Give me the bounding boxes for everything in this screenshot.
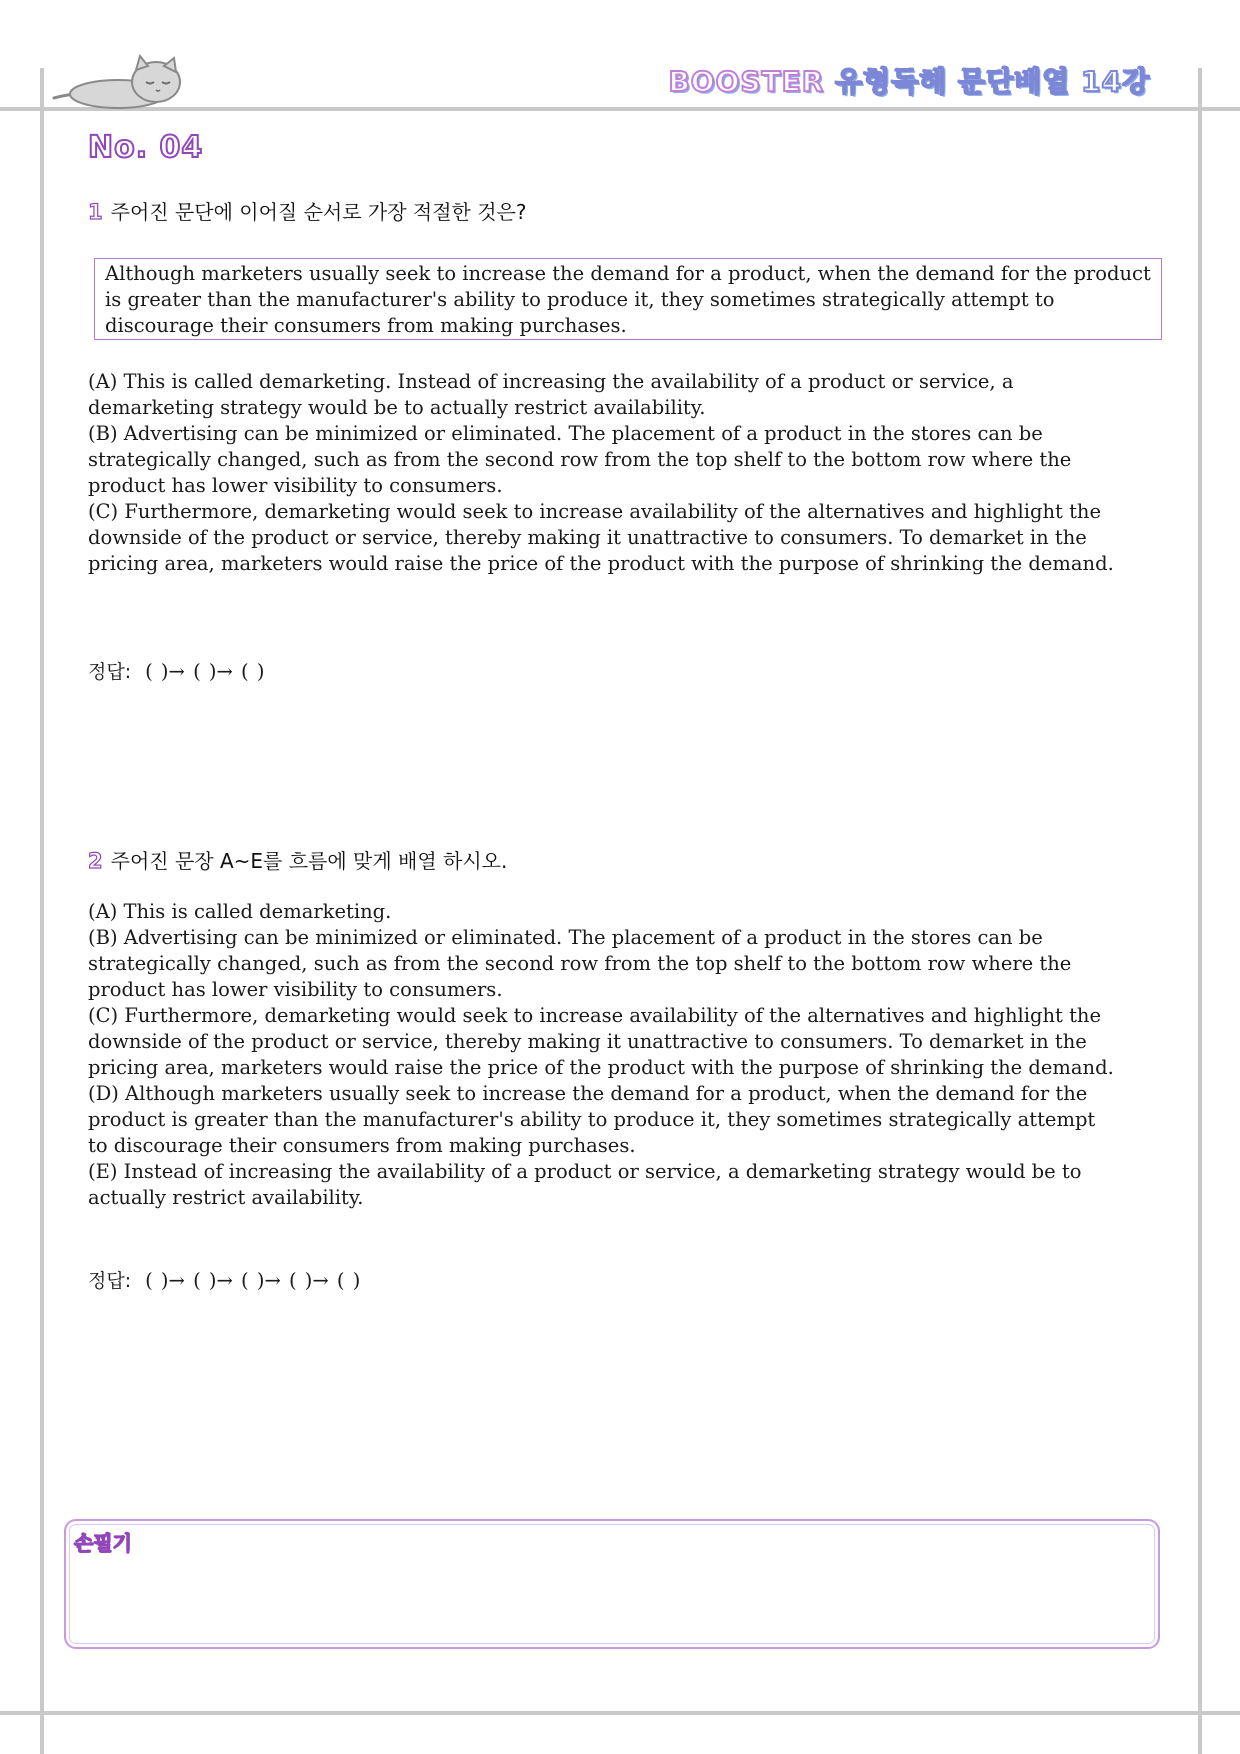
question-1-number: 1 (88, 200, 103, 224)
question-1-answer (88, 657, 264, 684)
question-2-answer (88, 1266, 360, 1293)
question-2-number: 2 (88, 849, 103, 873)
left-margin-rule (40, 68, 44, 1754)
brand-name: BOOSTER (668, 65, 825, 98)
question-1-passage: (A) This is called demarketing. Instead of increasing the availability of a product or service, a demarketing strategy would be to actually restrict availability. (B) Advertising can be minimized or eliminated. The placement of a product in the stores can be strategically changed, such as from the second row from the top shelf to the bottom row where the product has lower visibility to consumers. (C) Furthermore, demarketing would seek to increase availability of the alternatives and highlight the downside of the product or service, thereby making it unattractive to consumers. To demarket in the pricing area, marketers would raise the price of the product with the purpose of shrinking the demand. (88, 370, 1114, 575)
question-1-heading (88, 196, 526, 225)
question-2-heading (88, 845, 507, 874)
answer-label: 정답: (88, 661, 132, 683)
answer-blanks[interactable]: ( )→ ( )→ ( ) (145, 660, 265, 683)
answer-blanks[interactable]: ( )→ ( )→ ( )→ ( )→ ( ) (145, 1269, 361, 1292)
handwriting-memo-box[interactable] (64, 1519, 1160, 1649)
question-2-passage: (A) This is called demarketing. (B) Advertising can be minimized or eliminated. The placement of a product in the stores can be strategically changed, such as from the second row from the top shelf to the bottom row where the product has lower visibility to consumers. (C) Furthermore, demarketing would seek to increase availability of the alternatives and highlight the downside of the product or service, thereby making it unattractive to consumers. To demarket in the pricing area, marketers would raise the price of the product with the purpose of shrinking the demand. (D) Although marketers usually seek to increase the demand for a product, when the demand for the product is greater than the manufacturer's ability to produce it, they sometimes strategically attempt to discourage their consumers from making purchases. (E) Instead of increasing the availability of a product or service, a demarketing strategy would be to actually restrict availability. (88, 900, 1114, 1209)
sleeping-cat-icon (48, 54, 184, 110)
series-title (668, 60, 1150, 100)
given-paragraph-box: Although marketers usually seek to increase the demand for a product, when the demand for the product is greater than the manufacturer's ability to produce it, they sometimes strategically attempt to discourage their consumers from making purchases. (94, 258, 1162, 340)
document-number: No. 04 (88, 130, 204, 165)
answer-label: 정답: (88, 1270, 132, 1292)
question-2-prompt: 주어진 문장 A~E를 흐름에 맞게 배열 하시오. (110, 849, 508, 873)
memo-label: 손필기 (74, 1531, 132, 1555)
header-rule (0, 107, 1240, 111)
series-name: 유형독해 문단배열 14강 (835, 65, 1150, 98)
question-1-prompt: 주어진 문단에 이어질 순서로 가장 적절한 것은? (110, 200, 527, 224)
right-margin-rule (1198, 68, 1202, 1754)
footer-rule (0, 1711, 1240, 1715)
